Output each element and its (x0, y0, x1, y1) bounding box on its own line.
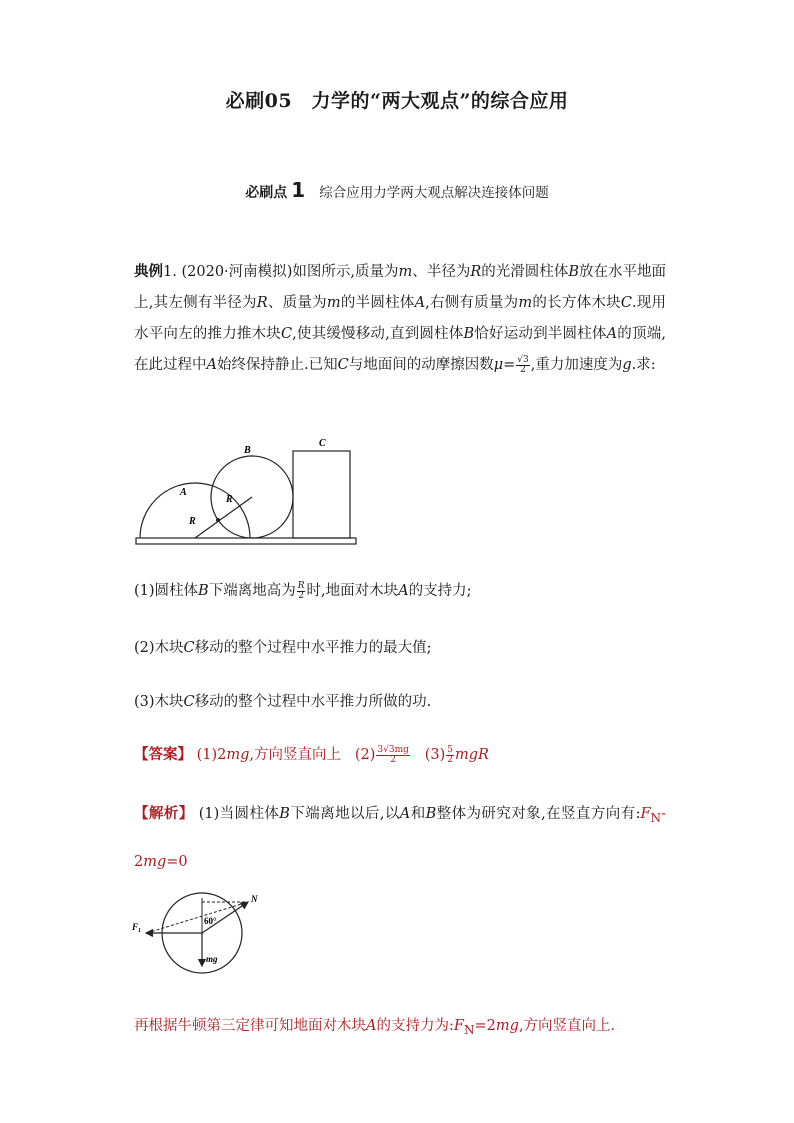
problem-text: 如图所示,质量为 (292, 264, 399, 280)
frac-denominator: 2 (390, 754, 397, 765)
problem-text: ,重力加速度为 (530, 357, 623, 373)
eq-F: F (453, 1018, 464, 1034)
q-text: 下端离地高为 (208, 583, 296, 599)
var-A: A (414, 295, 426, 311)
var-B: B (568, 264, 579, 280)
label-mg: mg (206, 954, 218, 964)
var-mu: μ= (493, 357, 516, 373)
q-text: 的支持力; (408, 583, 472, 599)
q-text: (3)木块 (134, 694, 184, 710)
answer-2-fraction (376, 746, 409, 765)
eq-part: -2 (134, 806, 667, 870)
problem-statement (134, 256, 666, 381)
conclusion-text: ,方向竖直向上. (518, 1018, 616, 1034)
question-1 (134, 579, 471, 601)
answer-1: (1)2 (196, 747, 227, 763)
answer-1-dir: ,方向竖直向上 (249, 747, 342, 763)
analysis-paragraph (134, 792, 666, 884)
label-F1: $F_1$ (132, 922, 142, 934)
frac-denominator: 2 (520, 364, 526, 375)
frac-denominator: 2 (447, 754, 453, 765)
var-C: C (183, 640, 195, 656)
section-heading (0, 178, 794, 202)
figure-force-diagram (130, 888, 270, 978)
analysis-label: 【解析】 (134, 805, 194, 822)
problem-text: 、半径为 (412, 264, 471, 280)
frac-numerator: 3√3mg (377, 744, 409, 755)
radius-line (195, 497, 252, 538)
var-m: m (326, 295, 341, 311)
var-m: m (398, 264, 413, 280)
problem-text: .求: (631, 357, 656, 373)
q-text: 时,地面对木块 (306, 583, 399, 599)
eq-mg: mg (495, 1018, 519, 1034)
q-text: 移动的整个过程中水平推力所做的功. (194, 694, 432, 710)
var-A: A (606, 326, 618, 342)
q-text: (2)木块 (134, 640, 184, 656)
eq-N: N (463, 1022, 475, 1037)
problem-text: 的顶端,在此过程中 (134, 326, 667, 373)
label-A: A (180, 487, 187, 498)
q-text: (1)圆柱体 (134, 583, 199, 599)
analysis-text: 和 (410, 806, 426, 822)
fraction-sqrt3-over-2 (516, 356, 529, 375)
var-C: C (183, 694, 195, 710)
label-R-B: R (226, 494, 233, 505)
answer-line (134, 743, 489, 765)
eq-part: =2 (474, 1018, 496, 1034)
frac-numerator: 5 (447, 744, 453, 755)
var-A: A (366, 1018, 377, 1034)
conclusion-line (134, 1014, 615, 1037)
problem-label: 典例 (134, 263, 164, 280)
eq-N: N (650, 810, 662, 825)
ground (136, 538, 356, 544)
page-title: 必刷05 力学的“两大观点”的综合应用 (225, 90, 569, 112)
var-B: B (198, 583, 209, 599)
var-A: A (206, 357, 217, 373)
var-C: C (337, 357, 349, 373)
problem-text: 始终保持静止.已知 (216, 357, 338, 373)
label-N: N (251, 894, 258, 904)
var-B: B (279, 806, 290, 822)
var-A: A (399, 806, 411, 822)
analysis-text: (1)当圆柱体 (198, 806, 280, 822)
eq-end: =0 (166, 853, 188, 870)
answer-label: 【答案】 (134, 746, 192, 763)
var-B: B (425, 806, 437, 822)
var-C: C (281, 326, 293, 342)
conclusion-text: 再根据牛顿第三定律可知地面对木块 (134, 1018, 366, 1034)
problem-text: 的长方体木块 (532, 295, 621, 311)
var-m: m (518, 295, 533, 311)
var-B: B (463, 326, 475, 342)
problem-text: 、质量为 (267, 295, 327, 311)
eq-F: F (640, 806, 651, 822)
answer-3-fraction (446, 746, 454, 765)
problem-text: .现用水平向左的推力推木块 (134, 295, 667, 342)
problem-text: 与地面间的动摩擦因数 (348, 357, 494, 373)
var-R: R (256, 295, 268, 311)
eq-mg: mg (143, 853, 167, 870)
question-2 (134, 636, 432, 657)
var-A: A (398, 583, 409, 599)
problem-text: 的半圆柱体 (340, 295, 415, 311)
answer-3-var: mgR (455, 747, 489, 763)
answer-3: (3) (424, 747, 446, 763)
frac-denominator: 2 (298, 590, 304, 601)
analysis-text: 下端离地以后,以 (289, 806, 400, 822)
answer-1-var: mg (226, 747, 250, 763)
label-60-deg: 60° (204, 916, 217, 926)
block-C (293, 451, 350, 538)
figure-cylinders-block (130, 432, 362, 550)
problem-source: 1. (2020·河南模拟) (163, 264, 293, 280)
problem-text: ,使其缓慢移动,直到圆柱体 (292, 326, 464, 342)
fraction-R-over-2 (297, 582, 306, 601)
var-g: g (622, 357, 632, 373)
answer-2: (2) (354, 747, 376, 763)
q-text: 移动的整个过程中水平推力的最大值; (194, 640, 432, 656)
label-B: B (244, 445, 251, 456)
var-R: R (470, 264, 482, 280)
label-C: C (319, 438, 326, 449)
frac-numerator: R (297, 580, 305, 591)
var-C: C (620, 295, 632, 311)
analysis-text: 整体为研究对象,在竖直方向有: (436, 806, 641, 822)
problem-text: 的光滑圆柱体 (481, 264, 569, 280)
section-label: 必刷点 (245, 185, 288, 201)
section-text: 综合应用力学两大观点解决连接体问题 (319, 185, 549, 201)
contact-point (216, 518, 220, 522)
problem-text: ,右侧有质量为 (425, 295, 519, 311)
frac-numerator: √3 (517, 354, 529, 365)
problem-text: 放在水平地面上,其左侧有半径为 (134, 264, 667, 311)
problem-text: 恰好运动到半圆柱体 (474, 326, 607, 342)
label-R-A: R (189, 516, 196, 527)
conclusion-text: 的支持力为: (376, 1018, 454, 1034)
section-number: 1 (291, 178, 306, 202)
question-3 (134, 690, 431, 711)
